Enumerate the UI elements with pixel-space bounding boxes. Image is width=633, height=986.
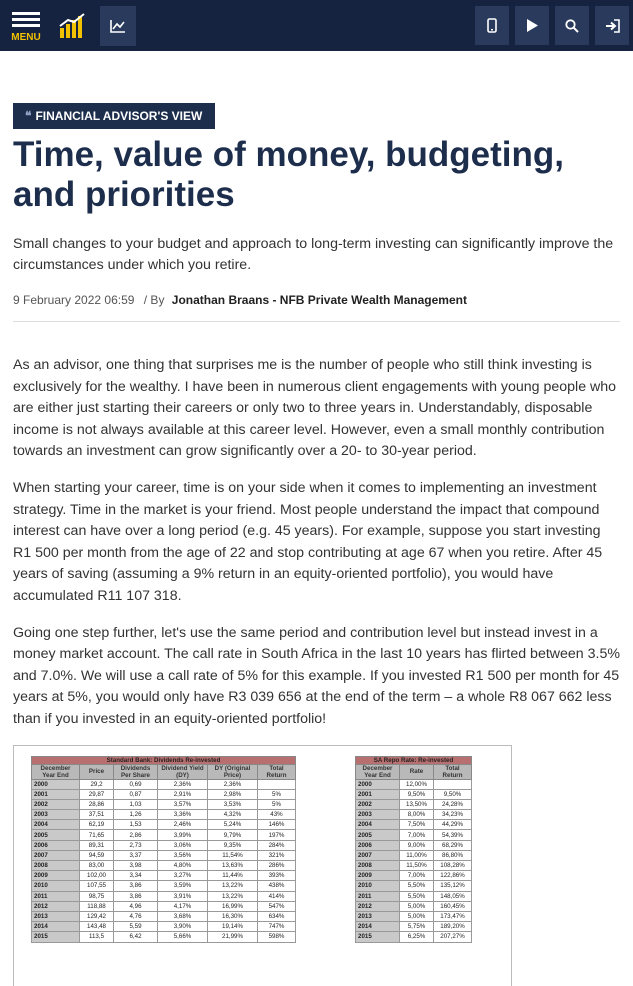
column-header: December Year End — [32, 764, 80, 779]
table-row — [356, 901, 472, 911]
search-button[interactable] — [555, 6, 589, 45]
column-header: Price — [80, 764, 114, 779]
table-cell: 0,69 — [114, 779, 158, 789]
table-cell: 2,36% — [208, 779, 258, 789]
table-cell: 2003 — [32, 810, 80, 820]
table-cell: 86,80% — [434, 850, 472, 860]
column-header: Dividend Yield (DY) — [158, 764, 208, 779]
article-title: Time, value of money, budgeting, and priorities — [13, 135, 564, 214]
table-cell: 5,75% — [400, 922, 434, 932]
table-row — [356, 799, 472, 809]
table-cell: 3,36% — [158, 810, 208, 820]
table-cell: 7,50% — [400, 820, 434, 830]
table-cell: 6,42 — [114, 932, 158, 942]
table-cell: 4,76 — [114, 911, 158, 921]
table-cell: 414% — [258, 891, 296, 901]
table-cell: 547% — [258, 901, 296, 911]
table-cell: 13,22% — [208, 891, 258, 901]
table-cell: 5,24% — [208, 820, 258, 830]
standard-bank-table — [31, 756, 296, 943]
table-row — [356, 830, 472, 840]
menu-label: MENU — [11, 31, 41, 43]
table-cell: 1,03 — [114, 799, 158, 809]
table-row — [32, 922, 296, 932]
table-cell: 129,42 — [80, 911, 114, 921]
table-cell: 2009 — [32, 871, 80, 881]
table-cell: 108,28% — [434, 861, 472, 871]
table-row — [32, 779, 296, 789]
table-cell: 5% — [258, 789, 296, 799]
table-cell: 2007 — [356, 850, 400, 860]
table-cell: 2,86 — [114, 830, 158, 840]
table-cell: 83,00 — [80, 861, 114, 871]
table-cell: 43% — [258, 810, 296, 820]
table-cell: 2015 — [356, 932, 400, 942]
table-cell: 62,19 — [80, 820, 114, 830]
table-cell: 3,99% — [158, 830, 208, 840]
article-meta — [13, 293, 620, 322]
sign-in-icon — [605, 19, 620, 33]
table-cell: 2,46% — [158, 820, 208, 830]
table-cell: 34,23% — [434, 810, 472, 820]
paragraph: When starting your career, time is on your side when it comes to implementing an investment strategy. Time in the market is your friend. Most people understand the impact that compound interest can have over a long period (e.g. 45 years). For example, suppose you start investing R1 500 per month from the age of 22 and stop contributing at age 67 when you retire. After 45 years of saving (assuming a 9% return in an equity-oriented portfolio), you would have accumulated R11 107 318. — [13, 479, 603, 604]
table-row — [32, 911, 296, 921]
article-content — [0, 51, 633, 986]
table-cell: 3,56% — [158, 850, 208, 860]
table-cell: 2007 — [32, 850, 80, 860]
table-cell: 71,65 — [80, 830, 114, 840]
table-cell: 634% — [258, 911, 296, 921]
table-cell: 89,31 — [80, 840, 114, 850]
paragraph: Going one step further, let's use the same period and contribution level but instead invest in a money market account. The call rate in South Africa in the last 10 years has flirted between 3.5% and 7.0%. We will use a call rate of 5% for this example. If you invested R1 500 per month for 45 years at 5%, you would only have R3 039 656 at the end of the term – a whole R8 067 662 less than if you invested in an equity-oriented portfolio! — [13, 624, 620, 727]
table-cell: 173,47% — [434, 911, 472, 921]
repo-rate-table — [355, 756, 472, 943]
table-cell: 11,44% — [208, 871, 258, 881]
table-cell: 2,91% — [158, 789, 208, 799]
top-navigation-bar — [0, 0, 633, 51]
table-row — [356, 891, 472, 901]
table-cell: 2002 — [356, 799, 400, 809]
table-cell: 19,14% — [208, 922, 258, 932]
table-cell: 3,37 — [114, 850, 158, 860]
table-row — [356, 840, 472, 850]
quote-icon: ❝ — [25, 109, 32, 123]
table-cell: 207,27% — [434, 932, 472, 942]
table-cell: 2004 — [32, 820, 80, 830]
table-cell: 393% — [258, 871, 296, 881]
table-cell: 2012 — [32, 901, 80, 911]
table-cell: 4,80% — [158, 861, 208, 871]
table-cell: 13,63% — [208, 861, 258, 871]
table-cell: 4,96 — [114, 901, 158, 911]
table-cell: 2008 — [356, 861, 400, 871]
table-cell: 11,50% — [400, 861, 434, 871]
table-cell: 16,99% — [208, 901, 258, 911]
table-cell: 2000 — [32, 779, 80, 789]
table-cell: 2006 — [356, 840, 400, 850]
table-row — [32, 881, 296, 891]
table-row — [356, 820, 472, 830]
table-cell: 21,99% — [208, 932, 258, 942]
table-cell: 118,88 — [80, 901, 114, 911]
table-cell: 5,00% — [400, 901, 434, 911]
table-row — [356, 881, 472, 891]
table-cell: 3,53% — [208, 799, 258, 809]
table-cell: 9,79% — [208, 830, 258, 840]
table-cell: 5,66% — [158, 932, 208, 942]
article-body — [13, 355, 620, 731]
article-author[interactable]: Jonathan Braans - NFB Private Wealth Management — [171, 293, 467, 307]
table-cell: 54,39% — [434, 830, 472, 840]
table-cell: 2015 — [32, 932, 80, 942]
table-cell: 3,86 — [114, 881, 158, 891]
table-cell: 113,5 — [80, 932, 114, 942]
table-row — [32, 861, 296, 871]
table-cell: 2,36% — [158, 779, 208, 789]
table-cell: 3,91% — [158, 891, 208, 901]
table-cell: 29,87 — [80, 789, 114, 799]
table-cell: 3,27% — [158, 871, 208, 881]
table-cell: 28,86 — [80, 799, 114, 809]
column-header: Dividends Per Share — [114, 764, 158, 779]
table-cell: 148,05% — [434, 891, 472, 901]
table-cell: 9,50% — [434, 789, 472, 799]
login-button[interactable] — [595, 6, 629, 45]
table-cell: 2003 — [356, 810, 400, 820]
table-cell: 284% — [258, 840, 296, 850]
table-row — [356, 810, 472, 820]
table-title: Standard Bank: Dividends Re-invested — [32, 756, 296, 764]
table-cell: 107,55 — [80, 881, 114, 891]
table-cell: 2013 — [32, 911, 80, 921]
table-cell: 2009 — [356, 871, 400, 881]
table-cell: 3,57% — [158, 799, 208, 809]
table-cell: 2001 — [356, 789, 400, 799]
table-row — [32, 850, 296, 860]
table-cell: 2010 — [32, 881, 80, 891]
table-cell: 1,26 — [114, 810, 158, 820]
toolbar-right — [469, 6, 629, 45]
play-icon — [526, 19, 538, 32]
table-cell — [258, 779, 296, 789]
table-row — [32, 799, 296, 809]
table-cell: 197% — [258, 830, 296, 840]
table-cell: 94,59 — [80, 850, 114, 860]
table-cell: 3,86 — [114, 891, 158, 901]
table-row — [32, 901, 296, 911]
column-header: DY (Original Price) — [208, 764, 258, 779]
table-cell: 3,34 — [114, 871, 158, 881]
table-cell: 9,00% — [400, 840, 434, 850]
chart-button[interactable] — [100, 6, 136, 46]
mobile-button[interactable] — [475, 6, 509, 45]
table-cell: 3,98 — [114, 861, 158, 871]
paragraph: As an advisor, one thing that surprises me is the number of people who still think investing is exclusively for the wealthy. I have been in numerous client engagements with young people who are either just starting their careers or only two to three years in. Understandably, disposable income is not always available at this career level. However, even a small monthly contribution towards an investment can grow significantly over a 20- to 30-year period. — [13, 357, 617, 460]
table-row — [32, 820, 296, 830]
table-cell: 24,28% — [434, 799, 472, 809]
table-cell — [434, 779, 472, 789]
table-cell: 2,98% — [208, 789, 258, 799]
table-cell: 68,29% — [434, 840, 472, 850]
table-cell: 2005 — [356, 830, 400, 840]
table-cell: 5,50% — [400, 881, 434, 891]
table-cell: 7,00% — [400, 830, 434, 840]
table-cell: 3,06% — [158, 840, 208, 850]
table-cell: 2000 — [356, 779, 400, 789]
table-cell: 13,22% — [208, 881, 258, 891]
table-cell: 1,53 — [114, 820, 158, 830]
table-cell: 4,32% — [208, 810, 258, 820]
table-cell: 135,12% — [434, 881, 472, 891]
trend-line-icon — [110, 19, 126, 33]
table-row — [32, 932, 296, 942]
returns-table-image — [13, 745, 512, 986]
table-cell: 5% — [258, 799, 296, 809]
table-cell: 2006 — [32, 840, 80, 850]
table-cell: 2008 — [32, 861, 80, 871]
column-header: Total Return — [258, 764, 296, 779]
table-row — [356, 779, 472, 789]
table-row — [32, 789, 296, 799]
table-cell: 438% — [258, 881, 296, 891]
table-cell: 0,87 — [114, 789, 158, 799]
table-cell: 3,90% — [158, 922, 208, 932]
table-cell: 102,00 — [80, 871, 114, 881]
column-header: Rate — [400, 764, 434, 779]
category-label: FINANCIAL ADVISOR'S VIEW — [35, 109, 203, 123]
table-cell: 44,29% — [434, 820, 472, 830]
table-cell: 146% — [258, 820, 296, 830]
table-cell: 11,00% — [400, 850, 434, 860]
table-cell: 2002 — [32, 799, 80, 809]
table-cell: 2,73 — [114, 840, 158, 850]
table-cell: 9,50% — [400, 789, 434, 799]
table-cell: 8,00% — [400, 810, 434, 820]
table-cell: 321% — [258, 850, 296, 860]
byline-separator: / By — [143, 293, 165, 307]
menu-button[interactable] — [6, 6, 46, 46]
table-cell: 9,35% — [208, 840, 258, 850]
table-row — [356, 850, 472, 860]
table-cell: 2014 — [356, 922, 400, 932]
table-cell: 11,54% — [208, 850, 258, 860]
table-cell: 5,50% — [400, 891, 434, 901]
category-badge[interactable] — [13, 103, 215, 129]
table-row — [356, 861, 472, 871]
table-cell: 12,00% — [400, 779, 434, 789]
table-cell: 98,75 — [80, 891, 114, 901]
table-cell: 2010 — [356, 881, 400, 891]
table-cell: 2005 — [32, 830, 80, 840]
table-cell: 7,00% — [400, 871, 434, 881]
table-cell: 29,2 — [80, 779, 114, 789]
table-cell: 2001 — [32, 789, 80, 799]
table-cell: 2011 — [32, 891, 80, 901]
table-cell: 5,00% — [400, 911, 434, 921]
table-row — [32, 840, 296, 850]
table-row — [356, 922, 472, 932]
table-row — [356, 871, 472, 881]
article-lede: Small changes to your budget and approach to long-term investing can significantly improve the circumstances under which you retire. — [13, 236, 614, 273]
bar-chart-logo[interactable] — [58, 12, 86, 40]
table-cell: 598% — [258, 932, 296, 942]
table-title: SA Repo Rate: Re-invested — [356, 756, 472, 764]
table-cell: 2014 — [32, 922, 80, 932]
table-row — [356, 789, 472, 799]
table-cell: 4,17% — [158, 901, 208, 911]
table-row — [32, 891, 296, 901]
table-row — [32, 871, 296, 881]
table-cell: 2011 — [356, 891, 400, 901]
table-cell: 2004 — [356, 820, 400, 830]
table-row — [356, 911, 472, 921]
article-date: 9 February 2022 06:59 — [13, 293, 135, 307]
table-cell: 2013 — [356, 911, 400, 921]
column-header: December Year End — [356, 764, 400, 779]
table-cell: 3,59% — [158, 881, 208, 891]
search-icon — [565, 19, 579, 33]
table-row — [356, 932, 472, 942]
table-cell: 13,50% — [400, 799, 434, 809]
table-cell: 37,51 — [80, 810, 114, 820]
table-row — [32, 810, 296, 820]
table-cell: 5,59 — [114, 922, 158, 932]
hamburger-icon — [12, 9, 40, 30]
mobile-icon — [487, 18, 497, 33]
table-cell: 189,20% — [434, 922, 472, 932]
table-row — [32, 830, 296, 840]
table-cell: 3,68% — [158, 911, 208, 921]
video-button[interactable] — [515, 6, 549, 45]
table-cell: 747% — [258, 922, 296, 932]
table-cell: 286% — [258, 861, 296, 871]
table-cell: 16,30% — [208, 911, 258, 921]
table-cell: 2012 — [356, 901, 400, 911]
table-cell: 122,86% — [434, 871, 472, 881]
table-cell: 160,45% — [434, 901, 472, 911]
table-cell: 143,48 — [80, 922, 114, 932]
column-header: Total Return — [434, 764, 472, 779]
table-cell: 6,25% — [400, 932, 434, 942]
